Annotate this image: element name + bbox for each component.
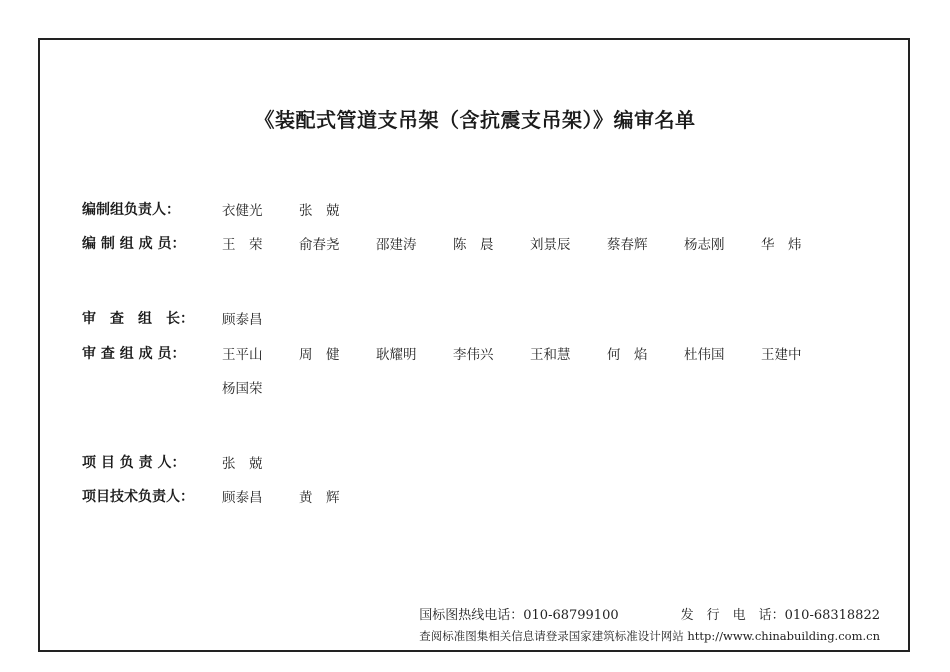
project-lead-names — [222, 452, 299, 472]
review-lead-label: 审 查 组 长： — [82, 311, 194, 327]
project-tech-lead-row — [82, 484, 376, 508]
review-lead-names — [222, 308, 299, 328]
person-name: 耿耀明 — [376, 347, 417, 363]
person-name: 华 炜 — [761, 237, 802, 253]
person-name: 王平山 — [222, 347, 263, 363]
footer-phone-line — [419, 604, 880, 623]
person-name: 杜伟国 — [684, 347, 725, 363]
project-lead-label: 项 目 负 责 人： — [82, 455, 186, 471]
compile-members-names — [222, 233, 838, 253]
review-members-label: 审 查 组 成 员： — [82, 346, 186, 362]
person-name: 蔡春辉 — [607, 237, 648, 253]
person-name: 张 兢 — [222, 456, 263, 472]
compile-lead-names — [222, 199, 376, 219]
review-members-names — [222, 343, 838, 363]
person-name: 杨国荣 — [222, 381, 263, 397]
person-name: 陈 晨 — [453, 237, 494, 253]
person-name: 杨志刚 — [684, 237, 725, 253]
compile-members-row — [82, 231, 838, 255]
person-name: 张 兢 — [299, 203, 340, 219]
person-name: 邵建涛 — [376, 237, 417, 253]
review-members-row-continued — [82, 375, 299, 399]
person-name: 王建中 — [761, 347, 802, 363]
project-tech-lead-names — [222, 486, 376, 506]
person-name: 衣健光 — [222, 203, 263, 219]
person-name: 黄 辉 — [299, 490, 340, 506]
person-name: 王和慧 — [530, 347, 571, 363]
compile-lead-label: 编制组负责人： — [82, 202, 180, 218]
project-lead-row — [82, 450, 299, 474]
review-members-row — [82, 341, 838, 365]
person-name: 俞春尧 — [299, 237, 340, 253]
person-name: 刘景辰 — [530, 237, 571, 253]
project-tech-lead-label: 项目技术负责人： — [82, 489, 194, 505]
review-members-names-continued — [222, 377, 299, 397]
compile-lead-row — [82, 197, 376, 221]
person-name: 何 焰 — [607, 347, 648, 363]
distribution-phone-text: 发 行 电 话：010-68318822 — [680, 608, 880, 623]
footer-website-note: 查阅标准图集相关信息请登录国家建筑标准设计网站 http://www.chinabuilding.com.cn — [419, 629, 880, 643]
person-name: 李伟兴 — [453, 347, 494, 363]
review-lead-row — [82, 306, 299, 330]
compile-members-label: 编 制 组 成 员： — [82, 236, 186, 252]
hotline-text: 国标图热线电话：010-68799100 — [419, 608, 619, 623]
footer-spacer — [619, 604, 681, 623]
person-name: 顾泰昌 — [222, 490, 263, 506]
person-name: 王 荣 — [222, 237, 263, 253]
person-name: 周 健 — [299, 347, 340, 363]
person-name: 顾泰昌 — [222, 312, 263, 328]
document-title: 《装配式管道支吊架（含抗震支吊架）》编审名单 — [254, 108, 696, 132]
